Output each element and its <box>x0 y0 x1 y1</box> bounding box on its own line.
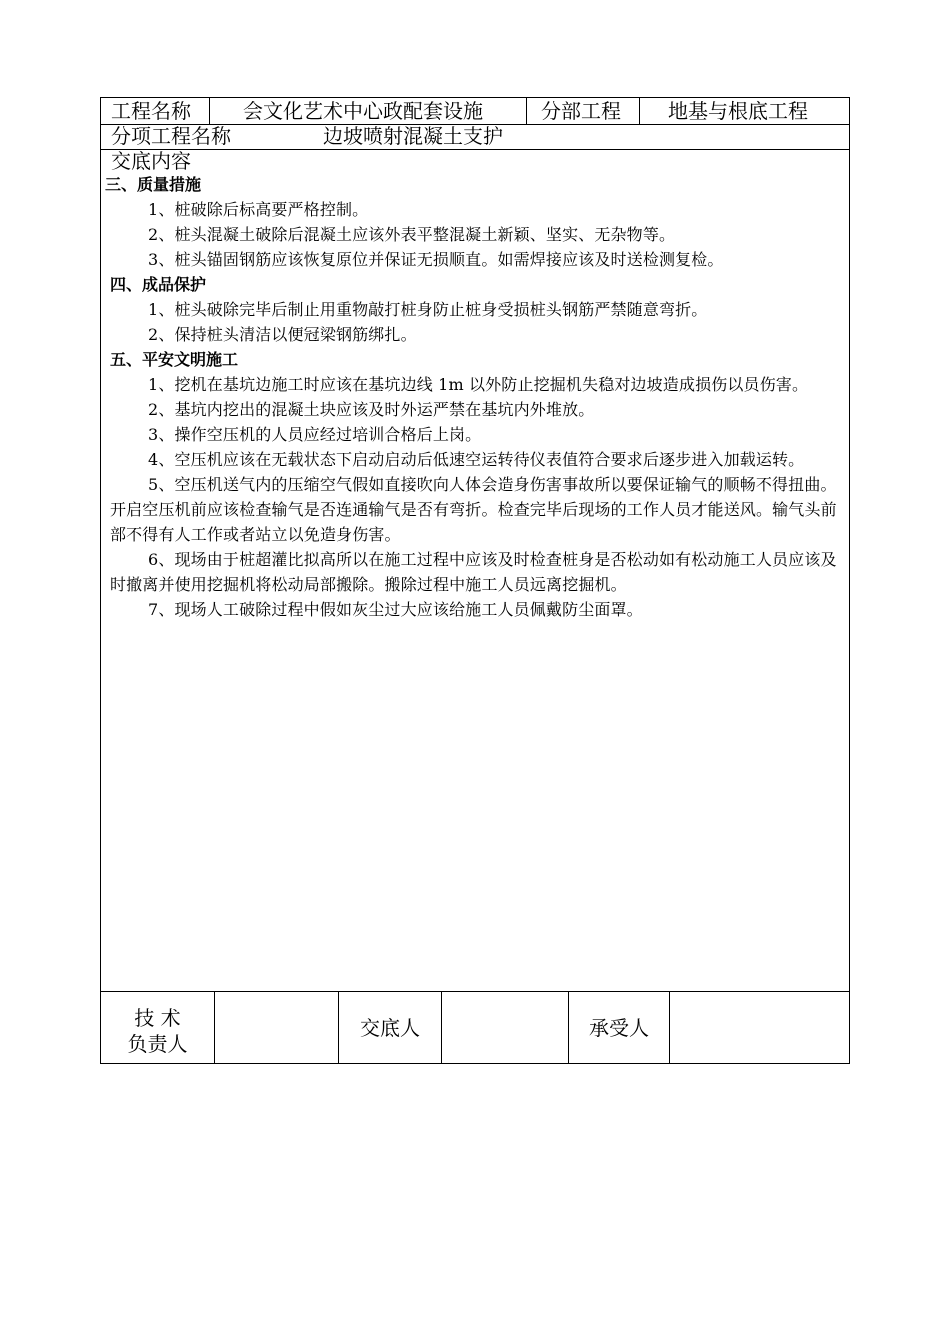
content-item: 7、现场人工破除过程中假如灰尘过大应该给施工人员佩戴防尘面罩。 <box>148 600 643 619</box>
division-label: 分部工程 <box>541 99 621 123</box>
content-body <box>105 172 844 622</box>
col-divider <box>669 991 670 1064</box>
row-divider <box>101 149 849 150</box>
col-divider <box>441 991 442 1064</box>
section-heading: 三、质量措施 <box>105 175 202 194</box>
content-item: 1、桩头破除完毕后制止用重物敲打桩身防止桩身受损桩头钢筋严禁随意弯折。 <box>148 300 708 319</box>
col-divider <box>639 98 640 124</box>
content-item: 1、桩破除后标高要严格控制。 <box>148 200 369 219</box>
tech-lead-label-line2: 负责人 <box>127 1032 188 1056</box>
section-heading: 五、平安文明施工 <box>110 350 239 369</box>
content-item: 1、挖机在基坑边施工时应该在基坑边线 1m 以外防止挖掘机失稳对边坡造成损伤以员伤害。 <box>148 375 809 394</box>
tech-lead-label-line1: 技 术 <box>134 1006 181 1030</box>
receiver-label: 承受人 <box>589 1016 649 1040</box>
content-item: 3、操作空压机的人员应经过培训合格后上岗。 <box>148 425 482 444</box>
content-item: 2、保持桩头清洁以便冠梁钢筋绑扎。 <box>148 325 417 344</box>
content-item: 5、空压机送气内的压缩空气假如直接吹向人体会造身伤害事故所以要保证输气的顺畅不得扭曲。开启空压机前应该检查输气是否连通输气是否有弯折。检查完毕后现场的工作人员才能送风。输气头前部不得有人工作或者站立以免造身伤害。 <box>110 475 837 544</box>
project-name-value: 会文化艺术中心政配套设施 <box>243 99 483 123</box>
content-title: 交底内容 <box>111 149 191 173</box>
subitem-label: 分项工程名称 <box>111 124 231 148</box>
discloser-label: 交底人 <box>360 1016 420 1040</box>
content-item: 2、桩头混凝土破除后混凝土应该外表平整混凝土新颖、坚实、无杂物等。 <box>148 225 676 244</box>
content-item: 4、空压机应该在无载状态下启动启动后低速空运转待仪表值符合要求后逐步进入加载运转。 <box>148 450 805 469</box>
col-divider <box>526 98 527 124</box>
disclosure-form <box>100 97 850 1064</box>
content-item: 6、现场由于桩超灌比拟高所以在施工过程中应该及时检查桩身是否松动如有松动施工人员应该及时撤离并使用挖掘机将松动局部搬除。搬除过程中施工人员远离挖掘机。 <box>110 550 837 594</box>
content-item: 3、桩头锚固钢筋应该恢复原位并保证无损顺直。如需焊接应该及时送检测复检。 <box>148 250 724 269</box>
col-divider <box>214 991 215 1064</box>
division-value: 地基与根底工程 <box>668 99 808 123</box>
project-name-label: 工程名称 <box>111 99 191 123</box>
tech-lead-label <box>101 1005 214 1057</box>
content-item: 2、基坑内挖出的混凝土块应该及时外运严禁在基坑内外堆放。 <box>148 400 595 419</box>
col-divider <box>209 98 210 124</box>
subitem-value: 边坡喷射混凝土支护 <box>323 124 503 148</box>
section-heading: 四、成品保护 <box>110 275 207 294</box>
